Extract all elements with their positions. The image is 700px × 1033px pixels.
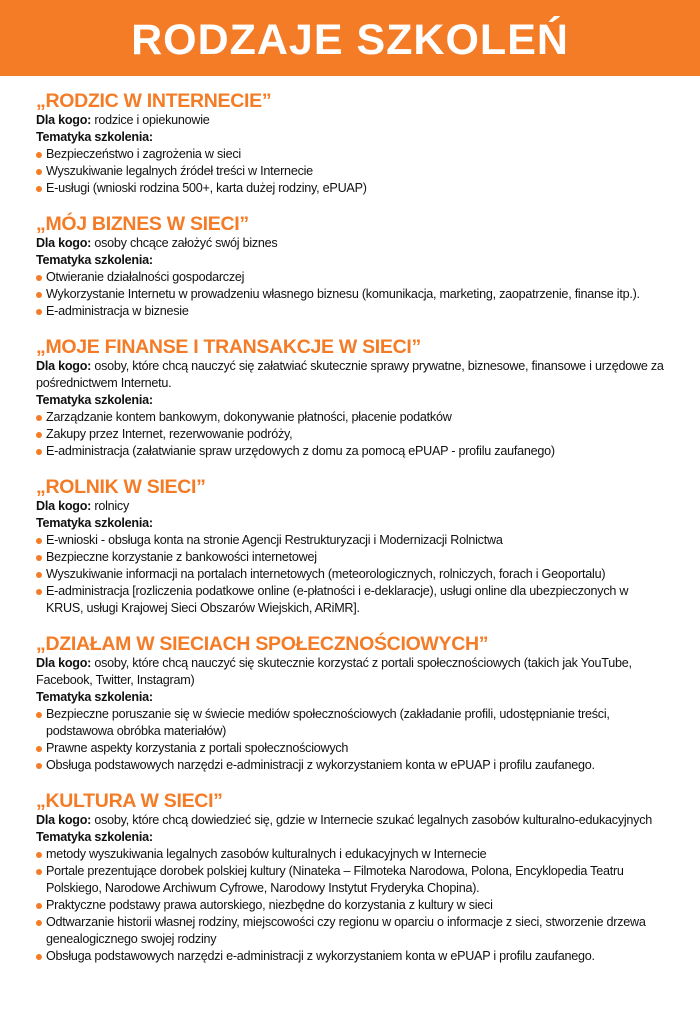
topics-label: Tematyka szkolenia: <box>36 393 153 407</box>
topics-list <box>36 846 664 965</box>
section-title: „KULTURA W SIECI” <box>36 790 223 812</box>
section-dzialam-w-sieciach <box>36 633 664 774</box>
topic-item: Odtwarzanie historii własnej rodziny, miejscowości czy regionu w oparciu o informacje z sieci, stworzenie drzewa genealogicznego swojej rodziny <box>36 914 664 948</box>
section-moj-biznes-w-sieci <box>36 213 664 320</box>
topics-label: Tematyka szkolenia: <box>36 830 153 844</box>
topics-list <box>36 532 664 617</box>
audience-label: Dla kogo: <box>36 359 92 373</box>
topic-item: Zakupy przez Internet, rezerwowanie podróży, <box>36 426 664 443</box>
page-title: RODZAJE SZKOLEŃ <box>131 15 569 64</box>
topic-item: Bezpieczeństwo i zagrożenia w sieci <box>36 146 664 163</box>
audience-label: Dla kogo: <box>36 813 92 827</box>
topic-item: Wyszukiwanie informacji na portalach internetowych (meteorologicznych, rolniczych, forach i Geoportalu) <box>36 566 664 583</box>
sections-container <box>0 76 700 965</box>
topic-item: Prawne aspekty korzystania z portali społecznościowych <box>36 740 664 757</box>
audience-line <box>36 235 664 252</box>
topic-item: E-administracja [rozliczenia podatkowe online (e-płatności i e-deklaracje), usługi online dla ubezpieczonych w KRUS, usługi Krajowej Sieci Obszarów Wiejskich, ARiMR]. <box>36 583 664 617</box>
audience-text: osoby, które chcą dowiedzieć się, gdzie w Internecie szukać legalnych zasobów kulturalno-edukacyjnych <box>94 813 653 827</box>
section-title: „MOJE FINANSE I TRANSAKCJE W SIECI” <box>36 336 421 358</box>
header-banner <box>0 0 700 76</box>
audience-line <box>36 112 664 129</box>
topic-item: Wykorzystanie Internetu w prowadzeniu własnego biznesu (komunikacja, marketing, zaopatrzenie, finanse itp.). <box>36 286 664 303</box>
topic-item: Bezpieczne korzystanie z bankowości internetowej <box>36 549 664 566</box>
audience-text: osoby chcące założyć swój biznes <box>94 236 278 250</box>
topic-item: E-administracja w biznesie <box>36 303 664 320</box>
topic-item: Praktyczne podstawy prawa autorskiego, niezbędne do korzystania z kultury w sieci <box>36 897 664 914</box>
audience-label: Dla kogo: <box>36 656 92 670</box>
topics-list <box>36 269 664 320</box>
topic-item: metody wyszukiwania legalnych zasobów kulturalnych i edukacyjnych w Internecie <box>36 846 664 863</box>
audience-text: rolnicy <box>94 499 130 513</box>
audience-text: osoby, które chcą nauczyć się załatwiać skutecznie sprawy prywatne, biznesowe, finansowe i urzędowe za pośrednictwem Internetu. <box>36 359 664 390</box>
topic-item: Otwieranie działalności gospodarczej <box>36 269 664 286</box>
section-rolnik-w-sieci <box>36 476 664 617</box>
section-title: „DZIAŁAM W SIECIACH SPOŁECZNOŚCIOWYCH” <box>36 633 489 655</box>
topics-list <box>36 706 664 774</box>
topics-label: Tematyka szkolenia: <box>36 253 153 267</box>
section-title: „RODZIC W INTERNECIE” <box>36 90 272 112</box>
section-rodzic-w-internecie <box>36 90 664 197</box>
topic-item: E-usługi (wnioski rodzina 500+, karta dużej rodziny, ePUAP) <box>36 180 664 197</box>
topic-item: Zarządzanie kontem bankowym, dokonywanie płatności, płacenie podatków <box>36 409 664 426</box>
topic-item: Wyszukiwanie legalnych źródeł treści w Internecie <box>36 163 664 180</box>
audience-label: Dla kogo: <box>36 113 92 127</box>
audience-line <box>36 812 664 829</box>
topics-label: Tematyka szkolenia: <box>36 516 153 530</box>
topics-label: Tematyka szkolenia: <box>36 690 153 704</box>
audience-label: Dla kogo: <box>36 236 92 250</box>
topics-list <box>36 146 664 197</box>
audience-line <box>36 358 664 392</box>
audience-text: osoby, które chcą nauczyć się skutecznie korzystać z portali społecznościowych (takich jak YouTube, Facebook, Twitter, Instagram) <box>36 656 632 687</box>
section-title: „MÓJ BIZNES W SIECI” <box>36 213 249 235</box>
topic-item: Obsługa podstawowych narzędzi e-administracji z wykorzystaniem konta w ePUAP i profilu zaufanego. <box>36 948 664 965</box>
audience-line <box>36 655 664 689</box>
topic-item: Bezpieczne poruszanie się w świecie mediów społecznościowych (zakładanie profili, udostępnianie treści, podstawowa obróbka materiałów) <box>36 706 664 740</box>
topic-item: E-wnioski - obsługa konta na stronie Agencji Restrukturyzacji i Modernizacji Rolnictwa <box>36 532 664 549</box>
audience-line <box>36 498 664 515</box>
audience-text: rodzice i opiekunowie <box>94 113 210 127</box>
section-moje-finanse <box>36 336 664 460</box>
section-kultura-w-sieci <box>36 790 664 965</box>
section-title: „ROLNIK W SIECI” <box>36 476 206 498</box>
topics-label: Tematyka szkolenia: <box>36 130 153 144</box>
topic-item: Portale prezentujące dorobek polskiej kultury (Ninateka – Filmoteka Narodowa, Polona, Encyklopedia Teatru Polskiego, Narodowe Archiwum Cyfrowe, Narodowy Instytut Fryderyka Chopina). <box>36 863 664 897</box>
topic-item: E-administracja (załatwianie spraw urzędowych z domu za pomocą ePUAP - profilu zaufanego) <box>36 443 664 460</box>
topic-item: Obsługa podstawowych narzędzi e-administracji z wykorzystaniem konta w ePUAP i profilu zaufanego. <box>36 757 664 774</box>
audience-label: Dla kogo: <box>36 499 92 513</box>
topics-list <box>36 409 664 460</box>
